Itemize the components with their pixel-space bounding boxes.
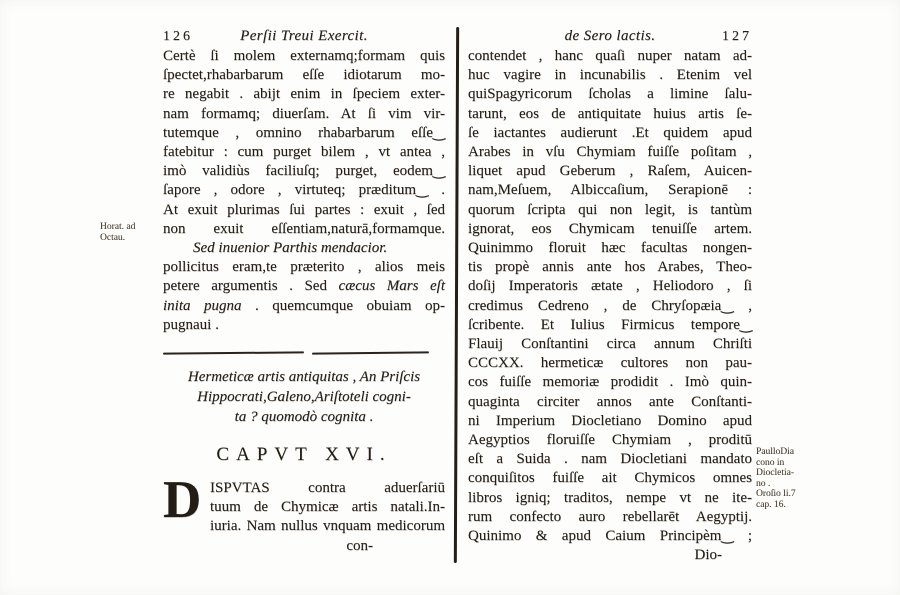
text-line: Certè ſi molem externamq;formam quis [163,48,445,64]
text-line: quiSpagyricorum ſcholas a limine ſalu- [468,86,752,103]
text-line: ni Imperium Diocletiano Domino apud [468,412,752,429]
left-running-title: Perſii Treui Exercit. [240,28,368,44]
text-line: conquiſitos fuiſſe ait Chymicos omnes [468,470,752,487]
text-line: Hermeticæ artis antiquitas , An Priſcis [187,369,421,386]
text-line: ſcribente. Et Iulius Firmicus tempore‿ [468,316,752,333]
text-line: At exuit plurimas ſui partes : exuit , ſed [163,201,445,218]
text-line: libros igniq; traditos, nempe vt ne ite- [468,489,752,506]
text-line: doſij Imperatoris ætate , Heliodoro , ſi [468,278,752,295]
text-line: Diocletia- [756,468,794,479]
text-line: ſpectet,rhabarbarum eſſe idiotarum mo- [163,67,445,84]
rule-segment-right [312,351,429,354]
drop-cap: D [163,471,202,530]
left-catchword: con- [346,537,373,554]
text-line: tis propè annis ante hos Arabes, Theo- [468,259,752,276]
paragraph-lines [163,471,445,537]
right-page [468,28,752,565]
text-line: ſe iactantes audierunt .Et quidem apud [468,124,752,141]
section-rule [163,352,445,354]
text-line: CCCXX. hermeticæ cultores non pau- [468,355,752,372]
text-line: Arabes in vſu Chymiam fuiſſe poſitam , [468,144,752,161]
text-line: Oroſio li.7 [756,489,796,500]
text-line: contendet , hanc quaſi nuper natam ad- [468,48,752,64]
right-catchword: Dio- [694,547,722,564]
text-line: ſapore , odore , virtuteq; præditum‿ . [163,182,445,199]
text-line: tarunt, eos de antiquitate huius artis ſe- [468,105,752,122]
text-line: Quinimmo floruit hæc facultas nongen- [468,240,752,257]
left-page-number: 126 [163,29,193,44]
text-line: quorum ſcripta qui non legit, is tantùm [468,201,752,218]
text-line: pugnaui . [163,316,219,333]
gutter-line [454,27,459,563]
text-line: PaulloDia [756,447,794,457]
text-line: ISPVTAS contra aduerſariū [210,480,445,497]
text-line: iuria. Nam nullus vnquam medicorum [210,518,445,535]
chapter-heading: CAPVT XVI. [216,444,392,466]
text-line: fatebitur : cum purget bilem , vt antea , [163,144,445,161]
text-line: liquet apud Geberum , Raſem, Auicen- [468,163,752,180]
text-line: rum confecto auro rebellarēt Aegyptij. [468,508,752,525]
text-line: Sed inuenior Parthis mendacior. [193,240,388,257]
left-page [163,28,445,556]
text-line: imò validiùs faciliuſq; purget, eodem‿ [163,163,445,180]
text-line: cos fuiſſe memoriæ prodidit . Imò quin- [468,374,752,391]
right-body-text [468,47,752,546]
right-page-number: 127 [722,29,752,44]
text-line: cap. 16. [756,499,786,510]
text-line: quaginta circiter annos ante Conſtanti- [468,393,752,410]
text-line: Hippocrati,Galeno,Ariſtoteli cogni- [197,389,411,406]
text-line: non exuit eſſentiam,naturā,formamque. [163,220,445,237]
text-line: Flauij Conſtantini circa annum Chriſti [468,336,752,353]
rule-segment-left [163,351,304,354]
text-line: re negabit . abijt enim in ſpeciem exter- [163,86,445,103]
section-heading [163,367,445,427]
text-line: pollicitus eram,te præterito , alios meis [163,259,445,276]
text-line: no . [756,478,771,489]
left-body-text [163,47,445,335]
text-line: huc vagire in incunabilis . Etenim vel [468,67,752,84]
text-line: tutemque , omnino rhabarbarum eſſe‿ [163,124,445,141]
text-line: Octau. [100,232,126,243]
text-line: cono in [756,457,785,468]
left-page-header [163,28,445,47]
chapter-opening-paragraph [163,471,445,556]
text-line: inita pugna . quemcumque obuiam op- [163,297,445,314]
text-line: Horat. ad [100,222,136,232]
text-line: ignorat, eos Chymicam tenuiſſe artem. [468,220,752,237]
text-line: ta ? quomodò cognita . [234,409,374,426]
text-line: Quinimo & apud Caium Principèm‿ ; [468,528,752,545]
right-margin-note [756,447,822,511]
text-line: nam formamq; diuerſam. At ſi vim vir- [163,105,445,122]
text-line: credimus Cedreno , de Chryſopæia‿ , [468,297,752,314]
text-line: Aegyptios floruiſſe Chymiam , proditū [468,432,752,449]
left-margin-note [100,222,160,243]
text-line: nam,Meſuem, Albiccaſium, Serapionē : [468,182,752,199]
right-page-header [468,28,752,47]
text-line: petere argumentis . Sed cæcus Mars eſt [163,278,446,295]
text-line: eſt a Suida . nam Diocletiani mandato [468,451,752,468]
text-line: tuum de Chymicæ artis natali.In- [210,499,445,516]
right-running-title: de Sero lactis. [564,28,656,44]
